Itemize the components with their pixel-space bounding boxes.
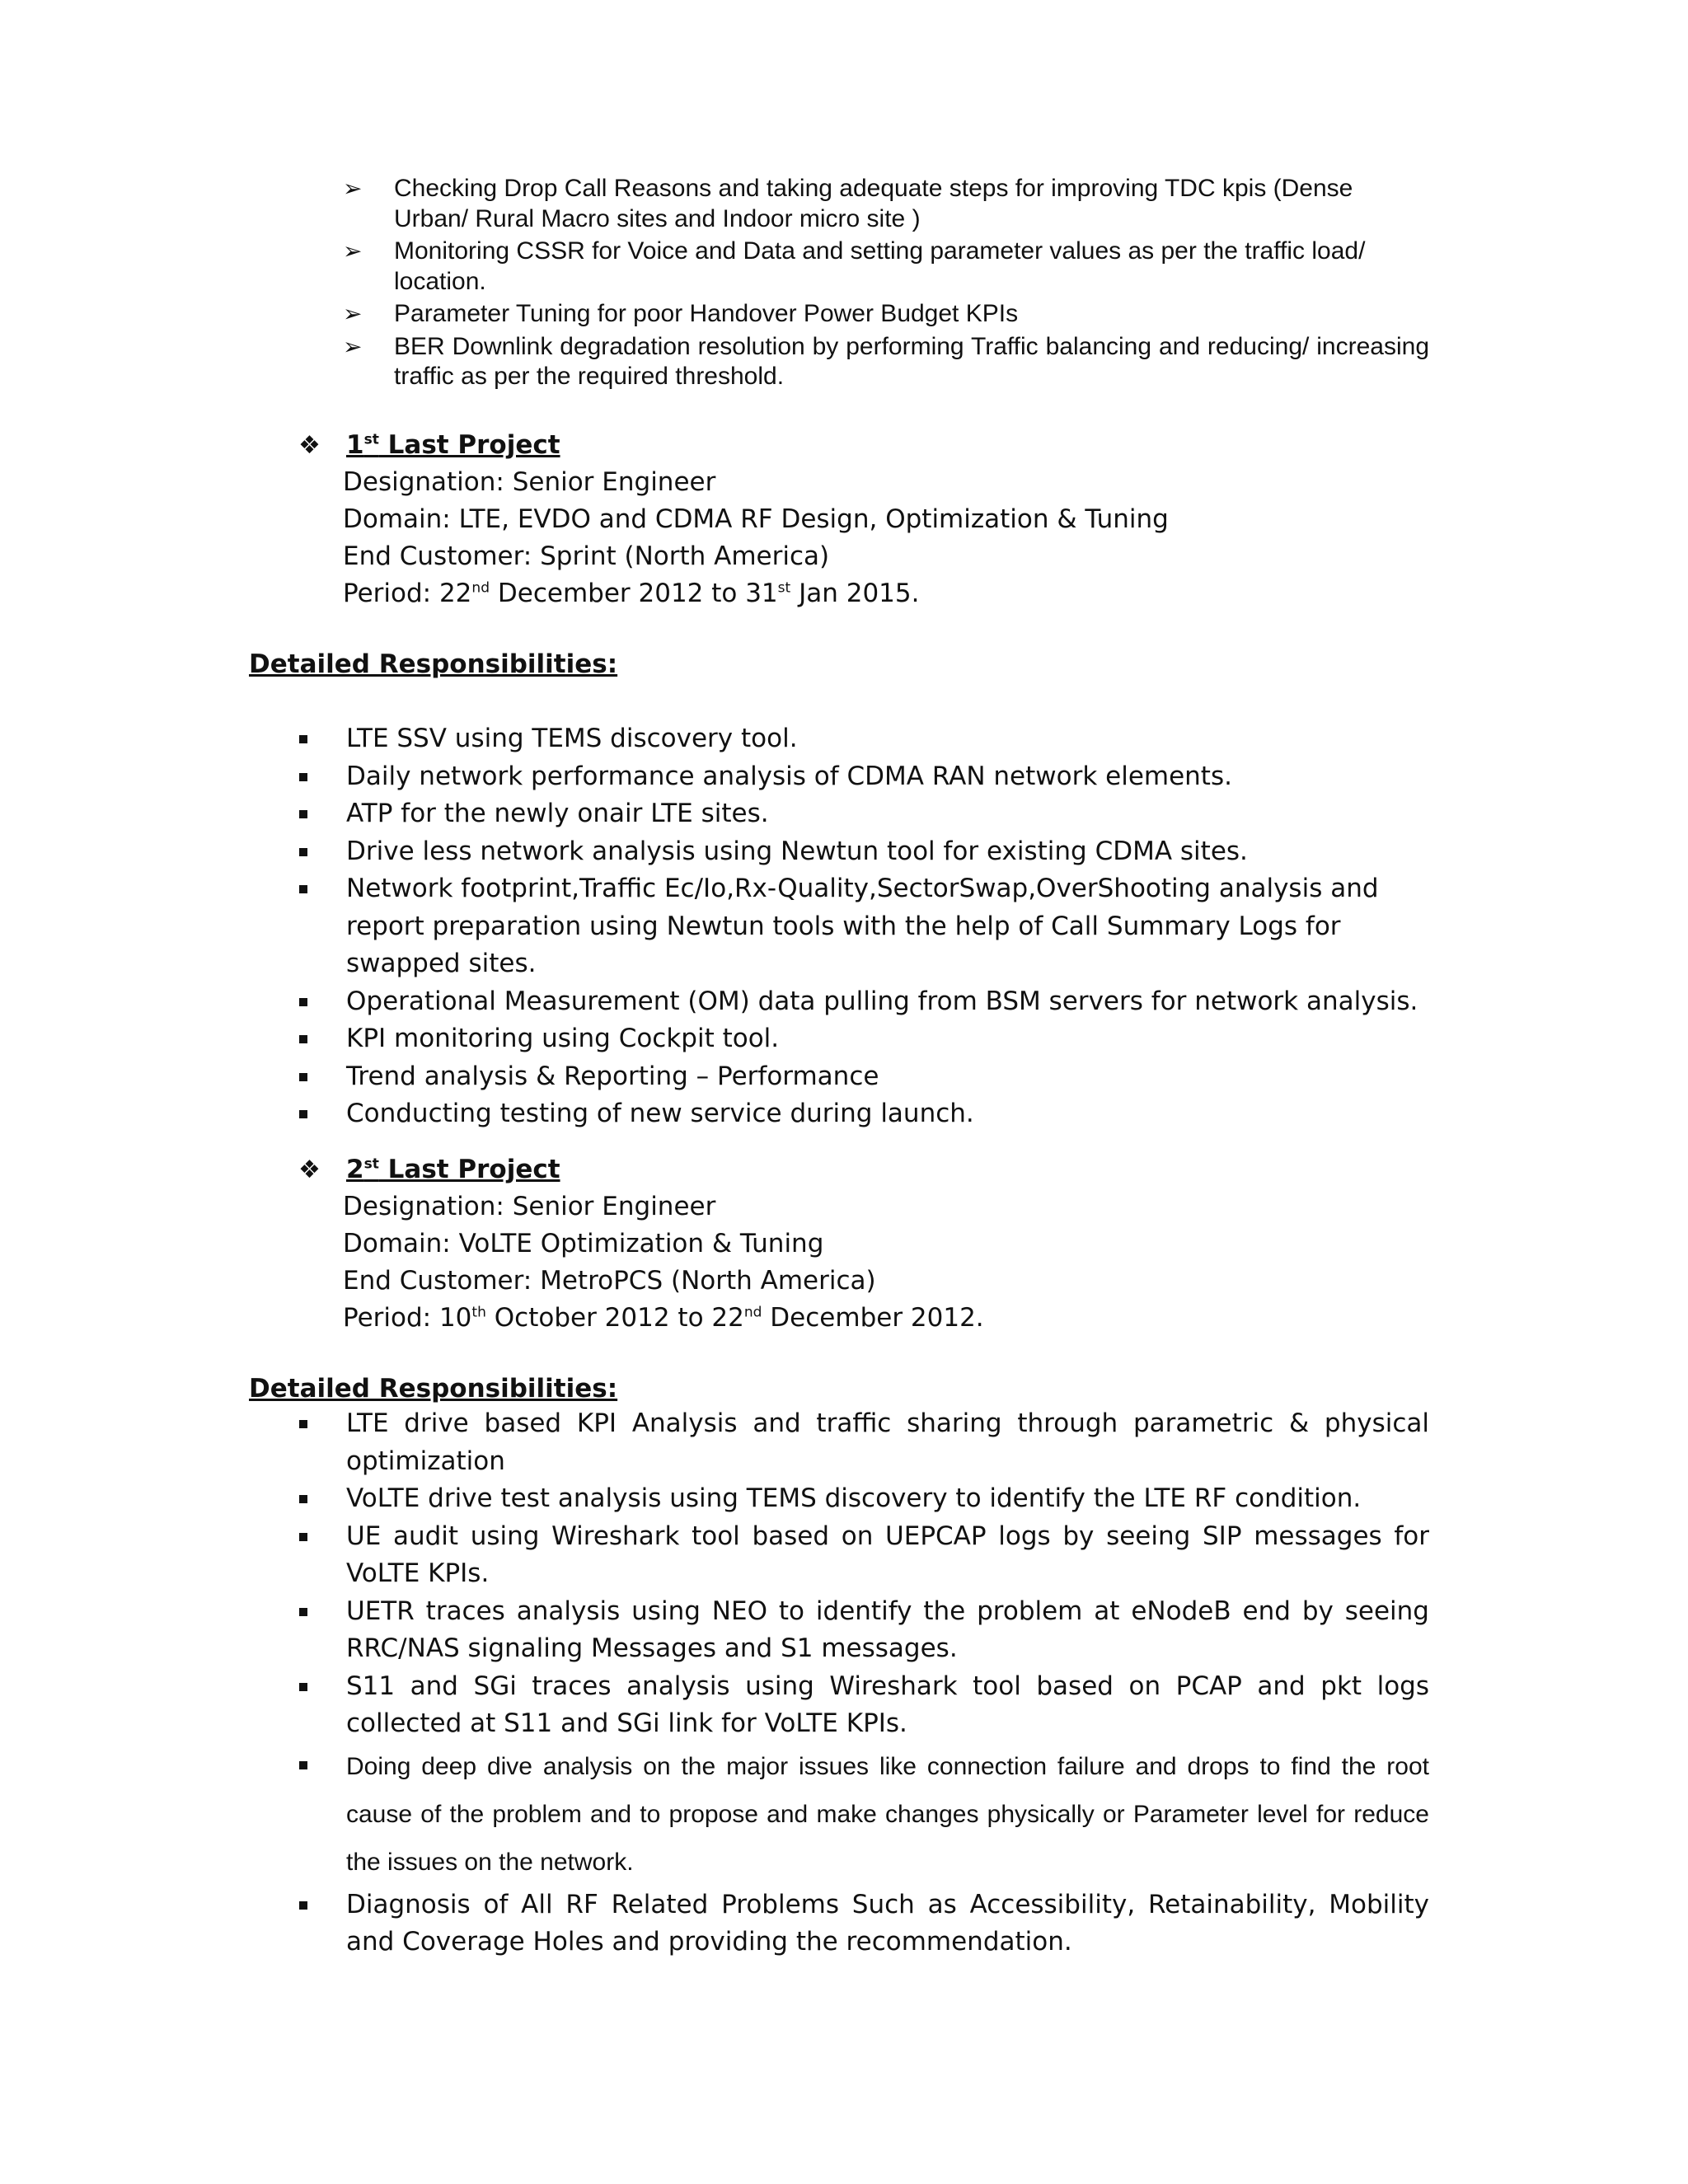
project-2-domain: Domain: VoLTE Optimization & Tuning — [343, 1229, 824, 1258]
project-1-designation: Designation: Senior Engineer — [343, 467, 716, 497]
project-2-customer: End Customer: MetroPCS (North America) — [343, 1266, 876, 1296]
square-bullet-icon — [299, 998, 307, 1006]
list-item: LTE SSV using TEMS discovery tool. — [298, 720, 1429, 758]
list-item: Operational Measurement (OM) data pulling from BSM servers for network analysis. — [298, 983, 1429, 1021]
square-bullet-icon — [299, 810, 307, 818]
list-item: UETR traces analysis using NEO to identify the problem at eNodeB end by seeing RRC/NAS signaling Messages and S1 messages. — [298, 1593, 1429, 1668]
square-bullet-icon — [299, 1110, 307, 1118]
list-item: Daily network performance analysis of CDMA RAN network elements. — [298, 758, 1429, 796]
project-1-block — [298, 427, 1452, 612]
list-item — [340, 332, 1429, 392]
square-bullet-icon — [299, 1533, 307, 1541]
list-item-text: Monitoring CSSR for Voice and Data and setting parameter values as per the traffic load/ location. — [394, 237, 1366, 295]
list-item — [340, 299, 1429, 330]
list-item: S11 and SGi traces analysis using Wireshark tool based on PCAP and pkt logs collected at S11 and SGi link for VoLTE KPIs. — [298, 1668, 1429, 1743]
project-1-period: Period: 22nd December 2012 to 31st Jan 2015. — [343, 579, 920, 608]
list-item-text: BER Downlink degradation resolution by performing Traffic balancing and reducing/ increasing traffic as per the required threshold. — [394, 332, 1429, 390]
square-bullet-icon — [299, 1495, 307, 1503]
project-2-designation: Designation: Senior Engineer — [343, 1192, 716, 1221]
square-bullet-icon — [299, 1608, 307, 1616]
project-1-domain: Domain: LTE, EVDO and CDMA RF Design, Optimization & Tuning — [343, 504, 1169, 534]
project-2-period: Period: 10th October 2012 to 22nd December 2012. — [343, 1303, 984, 1333]
square-bullet-icon — [299, 735, 307, 743]
section-1-title: Detailed Responsibilities: — [249, 649, 618, 679]
square-bullet-icon — [299, 1901, 307, 1910]
diamond-bullet-icon: ❖ — [298, 431, 321, 460]
square-bullet-icon — [299, 1683, 307, 1691]
square-bullet-icon — [299, 1761, 307, 1769]
square-bullet-icon — [299, 1420, 307, 1428]
list-item: Diagnosis of All RF Related Problems Such as Accessibility, Retainability, Mobility and Coverage Holes and providing the recommendation. — [298, 1886, 1429, 1961]
list-item-text: Parameter Tuning for poor Handover Power Budget KPIs — [394, 300, 1019, 327]
square-bullet-icon — [299, 1073, 307, 1081]
square-bullet-icon — [299, 885, 307, 893]
list-item: LTE drive based KPI Analysis and traffic sharing through parametric & physical optimization — [298, 1405, 1429, 1480]
list-item-text: Checking Drop Call Reasons and taking adequate steps for improving TDC kpis (Dense Urban/ Rural Macro sites and Indoor micro site ) — [394, 175, 1353, 232]
diamond-bullet-icon: ❖ — [298, 1155, 321, 1184]
responsibilities-1-list — [298, 720, 1429, 1133]
square-bullet-icon — [299, 1035, 307, 1043]
list-item: Doing deep dive analysis on the major issues like connection failure and drops to find the root cause of the problem and to propose and make changes physically or Parameter level for reduce the issues on the network. — [298, 1743, 1429, 1886]
arrow-bullet-icon: ➢ — [343, 301, 363, 326]
list-item — [340, 174, 1429, 234]
square-bullet-icon — [299, 773, 307, 781]
list-item: Conducting testing of new service during launch. — [298, 1095, 1429, 1133]
project-2-heading: ❖ 2st Last Project — [298, 1151, 1452, 1188]
project-2-block — [298, 1151, 1452, 1337]
list-item — [340, 237, 1429, 297]
arrow-bullet-icon: ➢ — [343, 238, 363, 264]
list-item: ATP for the newly onair LTE sites. — [298, 795, 1429, 833]
project-1-heading: ❖ 1st Last Project — [298, 427, 1452, 464]
list-item: Network footprint,Traffic Ec/Io,Rx-Quality,SectorSwap,OverShooting analysis and report preparation using Newtun tools with the help of Call Summary Logs for swapped sites. — [298, 870, 1429, 983]
list-item: VoLTE drive test analysis using TEMS discovery to identify the LTE RF condition. — [298, 1480, 1429, 1518]
responsibilities-2-list — [298, 1405, 1429, 1961]
section-2-title: Detailed Responsibilities: — [249, 1374, 618, 1404]
project-1-customer: End Customer: Sprint (North America) — [343, 541, 830, 571]
square-bullet-icon — [299, 848, 307, 856]
list-item: KPI monitoring using Cockpit tool. — [298, 1020, 1429, 1058]
list-item: UE audit using Wireshark tool based on UEPCAP logs by seeing SIP messages for VoLTE KPIs. — [298, 1518, 1429, 1593]
arrow-bullet-icon: ➢ — [343, 176, 363, 201]
list-item: Drive less network analysis using Newtun tool for existing CDMA sites. — [298, 833, 1429, 871]
arrow-bullet-list — [340, 174, 1429, 395]
list-item: Trend analysis & Reporting – Performance — [298, 1058, 1429, 1096]
arrow-bullet-icon: ➢ — [343, 333, 363, 359]
